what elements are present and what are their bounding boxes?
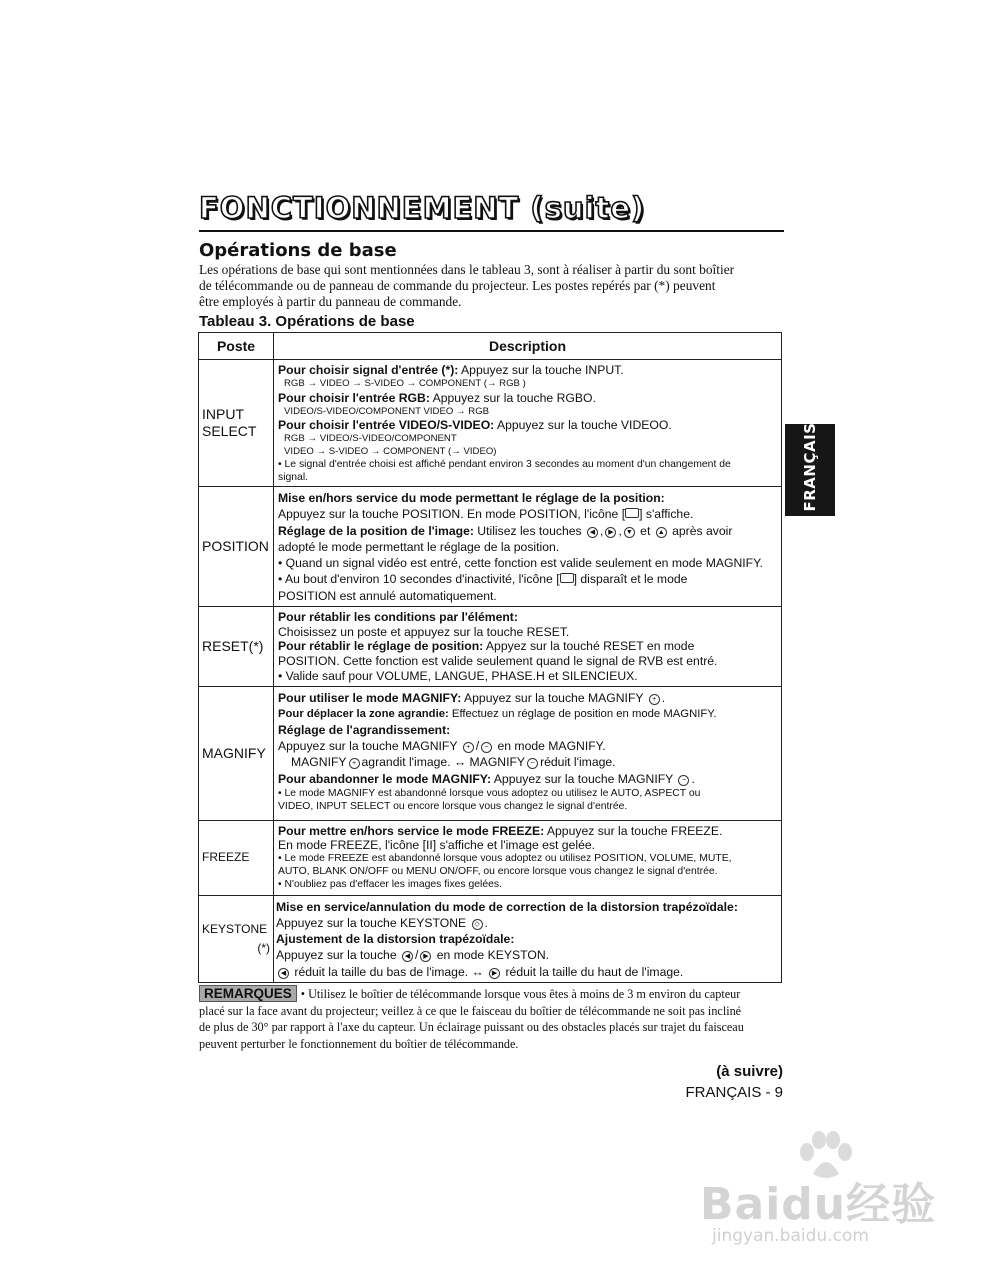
poste-label: (*)	[257, 940, 270, 955]
intro-line: Les opérations de base qui sont mentionnées dans le tableau 3, sont à réaliser à partir du sont boîtier	[199, 262, 735, 277]
desc-text: réduit la taille du bas de l'image. ↔	[294, 964, 484, 979]
watermark-url: jingyan.baidu.com	[712, 1226, 869, 1246]
desc-text: Appuyez sur la touche MAGNIFY	[461, 690, 644, 705]
poste-label: SELECT	[202, 423, 257, 439]
poste-label: FREEZE	[202, 850, 250, 865]
desc-bold: Pour rétablir les conditions par l'élément:	[278, 610, 518, 625]
desc-note: • Le signal d'entrée choisi est affiché pendant environ 3 secondes au moment d'un changement de	[278, 459, 731, 470]
desc-bold: Ajustement de la distorsion trapézoïdale:	[276, 932, 515, 947]
desc-bold: Pour rétablir le réglage de position:	[278, 639, 484, 654]
desc-bold: Pour utiliser le mode MAGNIFY:	[278, 690, 462, 705]
poste-label: INPUT	[202, 406, 244, 422]
desc-note: AUTO, BLANK ON/OFF ou MENU ON/OFF, ou encore lorsque vous changez le signal d'entrée.	[278, 865, 718, 877]
desc-text: Choisissez un poste et appuyez sur la touche RESET.	[278, 624, 570, 639]
operations-table	[198, 332, 782, 983]
desc-text: Appyez sur la touché RESET en mode	[483, 639, 695, 654]
table-row-freeze	[199, 820, 782, 895]
desc-text: réduit l'image.	[540, 755, 616, 770]
desc-note: • Valide sauf pour VOLUME, LANGUE, PHASE.H et SILENCIEUX.	[278, 668, 638, 683]
desc-text: en mode MAGNIFY.	[497, 739, 606, 754]
poste-label: MAGNIFY	[202, 744, 266, 761]
right-arrow-icon: ▶	[489, 968, 500, 979]
desc-note: • Le mode FREEZE est abandonné lorsque vous adoptez ou utilisez POSITION, VOLUME, MUTE,	[278, 852, 732, 864]
desc-sequence: VIDEO/S-VIDEO/COMPONENT VIDEO → RGB	[284, 405, 490, 417]
remarks-line: de plus de 30° par rapport à l'axe du capteur. Un éclairage puissant ou des obstacles placés sur trajet du faisceau	[199, 1020, 744, 1034]
desc-note: • Quand un signal vidéo est entré, cette fonction est valide seulement en mode MAGNIFY.	[278, 556, 764, 571]
desc-note: • N'oubliez pas d'effacer les images fixes gelées.	[278, 878, 503, 890]
projector-icon	[625, 508, 639, 518]
description-cell	[274, 607, 782, 687]
desc-text: Appuyez sur la touche FREEZE.	[544, 823, 723, 838]
projector-icon	[560, 573, 574, 583]
left-arrow-icon: ◀	[278, 968, 289, 979]
desc-text: adopté le mode permettant le réglage de la position.	[278, 539, 560, 554]
right-arrow-icon: ▶	[605, 527, 616, 538]
title-rule	[199, 230, 784, 232]
remarks-block	[199, 985, 784, 1052]
poste-label: RESET(*)	[202, 637, 264, 654]
intro-line: de télécommande ou de panneau de commande du projecteur. Les postes repérés par (*) peuvent	[199, 278, 716, 293]
desc-bold: Pour choisir l'entrée VIDEO/S-VIDEO:	[278, 418, 495, 432]
desc-bold: Pour choisir l'entrée RGB:	[278, 390, 430, 405]
intro-line: être employés à partir du panneau de commande.	[199, 294, 462, 309]
table-row-position	[199, 487, 782, 607]
desc-text: agrandit l'image. ↔ MAGNIFY	[361, 755, 526, 770]
remarks-badge: REMARQUES	[199, 985, 297, 1002]
desc-note: • Le mode MAGNIFY est abandonné lorsque vous adoptez ou utilisez le AUTO, ASPECT ou	[278, 787, 701, 799]
desc-text: En mode FREEZE, l'icône [II] s'affiche et l'image est gelée.	[278, 837, 596, 852]
up-arrow-icon: ▲	[656, 527, 667, 538]
desc-text: Appuyez sur la touche	[276, 948, 397, 963]
table-row-reset	[199, 607, 782, 687]
magnify-plus-icon: +	[463, 742, 474, 753]
section-heading: Opérations de base	[199, 240, 397, 261]
desc-text: Appuyez sur la touche KEYSTONE	[276, 915, 467, 930]
desc-note: • Au bout d'environ 10 secondes d'inactivité, l'icône [	[278, 572, 560, 587]
description-cell	[274, 360, 782, 487]
header-poste: Poste	[199, 333, 274, 360]
desc-bold: Pour déplacer la zone agrandie:	[278, 707, 449, 720]
desc-text: ] s'affiche.	[639, 507, 694, 522]
poste-cell	[199, 360, 274, 487]
desc-bold: Mise en service/annulation du mode de correction de la distorsion trapézoïdale:	[276, 899, 738, 914]
left-arrow-icon: ◀	[587, 527, 598, 538]
poste-label: KEYSTONE	[202, 921, 268, 936]
desc-text: Appuyez sur la touche POSITION. En mode POSITION, l'icône [	[278, 507, 626, 522]
desc-text: MAGNIFY	[291, 755, 347, 770]
desc-note: POSITION est annulé automatiquement.	[278, 588, 497, 603]
magnify-plus-icon: +	[649, 694, 660, 705]
desc-sequence: RGB → VIDEO/S-VIDEO/COMPONENT	[284, 433, 457, 444]
desc-text: Appuyez sur la touche VIDEOO.	[494, 418, 672, 432]
desc-text: en mode KEYSTON.	[436, 948, 550, 963]
page-number: FRANÇAIS - 9	[685, 1084, 783, 1101]
desc-note: signal.	[278, 472, 309, 483]
remarks-line: peuvent perturber le fonctionnement du boîtier de télécommande.	[199, 1036, 519, 1051]
poste-cell	[199, 487, 274, 607]
remarks-line: • Utilisez le boîtier de télécommande lorsque vous êtes à moins de 3 m environ du capteur	[300, 987, 741, 1001]
remarks-line: placé sur la face avant du projecteur; veillez à ce que le faisceau du boîtier de télécommande ne soit pas incliné	[199, 1003, 742, 1018]
desc-sequence: VIDEO → S-VIDEO → COMPONENT (→ VIDEO)	[284, 445, 497, 457]
magnify-plus-icon: +	[349, 758, 360, 769]
keystone-icon: ◇	[472, 919, 483, 930]
desc-bold: Pour mettre en/hors service le mode FREEZE:	[278, 823, 545, 838]
desc-text: POSITION. Cette fonction est valide seulement quand le signal de RVB est entré.	[278, 654, 718, 669]
description-cell: Pour utiliser le mode MAGNIFY: Appuyez sur la touche MAGNIFY + . Pour déplacer la zone agrandie: Effectuez un réglage de position en mode MAGNIFY. Réglage de l'agrandissement: Appuyez sur la touche MAGNIFY + / − en mode MAGNIFY. MAGNIFY + agrandit l'image. ↔ MAGNIFY − réduit l'image. Pour abandonner le mode MAGNIFY: Appuyez sur la touche MAGNIFY − . • Le mode MAGNIFY est abandonné lorsque vous adoptez ou utilisez le AUTO, ASPECT ou VIDEO, INPUT SELECT ou encore lorsque vous changez le signal d'entrée.	[274, 686, 782, 820]
baidu-watermark	[700, 1130, 950, 1250]
desc-text: Utilisez les touches	[473, 523, 582, 538]
desc-text: réduit la taille du haut de l'image.	[505, 964, 684, 979]
desc-bold: Réglage de l'agrandissement:	[278, 723, 451, 737]
desc-text: après avoir	[672, 523, 733, 538]
poste-cell	[199, 895, 274, 982]
table-header-row	[199, 333, 782, 360]
desc-note: VIDEO, INPUT SELECT ou encore lorsque vous changez le signal d'entrée.	[278, 800, 628, 812]
poste-cell	[199, 820, 274, 895]
right-arrow-icon: ▶	[420, 951, 431, 962]
left-arrow-icon: ◀	[402, 951, 413, 962]
desc-sequence: RGB → VIDEO → S-VIDEO → COMPONENT (→ RGB )	[284, 378, 526, 389]
desc-bold: Pour choisir signal d'entrée (*):	[278, 363, 459, 377]
language-tab-label: FRANÇAIS	[801, 422, 819, 512]
table-caption: Tableau 3. Opérations de base	[199, 313, 415, 330]
page-title: FONCTIONNEMENT (suite)	[199, 191, 646, 225]
magnify-minus-icon: −	[527, 758, 538, 769]
desc-bold: Mise en/hors service du mode permettant le réglage de la position:	[278, 491, 665, 505]
poste-cell	[199, 686, 274, 820]
table-row-magnify	[199, 686, 782, 820]
description-cell	[274, 820, 782, 895]
table-row-input-select	[199, 360, 782, 487]
desc-text: Appuyez sur la touche MAGNIFY	[278, 739, 458, 754]
down-arrow-icon: ▼	[624, 527, 635, 538]
poste-cell	[199, 607, 274, 687]
watermark-brand: Baidu经验	[700, 1179, 937, 1230]
intro-paragraph	[199, 262, 784, 310]
desc-note: ] disparaît et le mode	[573, 572, 688, 587]
poste-label: POSITION	[202, 538, 269, 555]
table-row-keystone	[199, 895, 782, 982]
magnify-off-icon: −	[678, 775, 689, 786]
header-description: Description	[274, 333, 782, 360]
description-cell: Mise en service/annulation du mode de correction de la distorsion trapézoïdale: Appuyez sur la touche KEYSTONE ◇ . Ajustement de la distorsion trapézoïdale: Appuyez sur la touche ◀ / ▶ en mode KEYSTON. ◀ réduit la taille du bas de l'image. ↔ ▶ réduit la taille du haut de l'image.	[274, 895, 782, 982]
desc-text: Effectuez un réglage de position en mode MAGNIFY.	[448, 707, 717, 720]
desc-bold: Pour abandonner le mode MAGNIFY:	[278, 771, 492, 786]
magnify-minus-icon: −	[481, 742, 492, 753]
desc-text: Appuyez sur la touche RGBO.	[429, 390, 596, 405]
desc-text: Appuyez sur la touche INPUT.	[458, 363, 624, 377]
desc-text: Appuyez sur la touche MAGNIFY	[491, 771, 674, 786]
description-cell: Mise en/hors service du mode permettant le réglage de la position: Appuyez sur la touche POSITION. En mode POSITION, l'icône [ ] s'affiche. Réglage de la position de l'image: Utilisez les touches ◀ , ▶ , ▼ et ▲ après avoir adopté le mode permettant le réglage de la position. • Quand un signal vidéo est entré, cette fonction est valide seulement en mode MAGNIFY. • Au bout d'environ 10 secondes d'inactivité, l'icône [ ] disparaît et le mode POSITION est annulé automatiquement.	[274, 487, 782, 607]
desc-bold: Réglage de la position de l'image:	[278, 523, 474, 538]
language-side-tab	[785, 424, 835, 516]
continued-label: (à suivre)	[716, 1063, 783, 1080]
